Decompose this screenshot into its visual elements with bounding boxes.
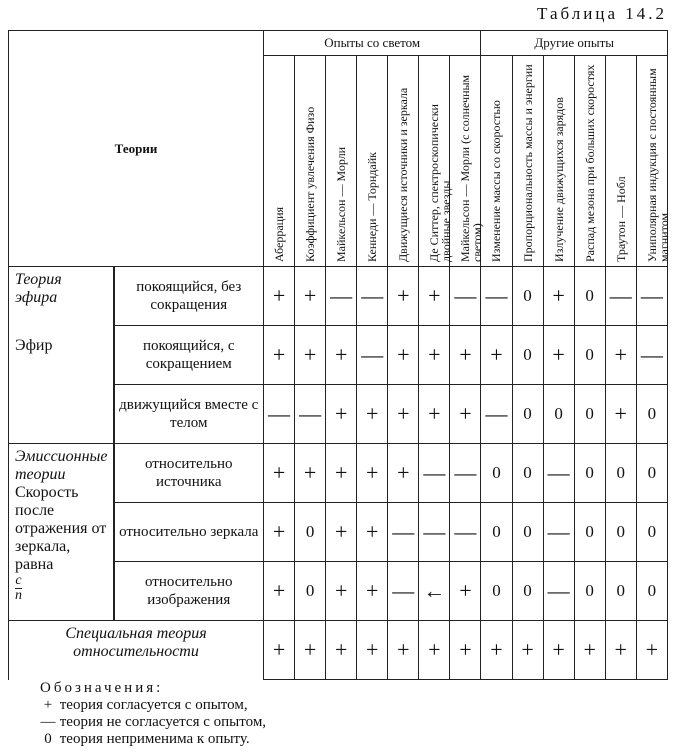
column-header	[388, 56, 419, 267]
subtheory-label: покоящийся, без сокращения	[114, 267, 264, 326]
column-header-label: Униполярная индукция с постоянным магнитом	[644, 68, 671, 262]
result-cell: —	[388, 503, 419, 562]
result-cell: 0	[574, 385, 605, 444]
result-cell: 0	[512, 385, 543, 444]
subtheory-label: относительно источника	[114, 444, 264, 503]
result-cell: +	[264, 326, 295, 385]
result-cell: +	[326, 444, 357, 503]
column-header	[605, 56, 636, 267]
result-cell: 0	[574, 444, 605, 503]
emission-speed-label: Скорость после отражения от зеркала, равна	[15, 484, 107, 573]
emission-theory-title: Эмиссионные теории	[15, 448, 108, 483]
column-header-label: Майкельсон — Морли (с солнечным светом)	[458, 74, 485, 262]
legend-text: теория согласуется с опытом,	[56, 697, 248, 713]
result-cell: +	[450, 621, 481, 680]
result-cell: 0	[574, 562, 605, 621]
result-cell: +	[543, 621, 574, 680]
result-cell: +	[543, 326, 574, 385]
column-header-label: Траутон — Нобл	[613, 176, 628, 262]
column-header-label: Аберрация	[272, 206, 287, 262]
column-header-label: Изменение массы со скоростью	[489, 100, 504, 262]
table-number: Таблица 14.2	[537, 4, 667, 23]
result-cell: 0	[512, 267, 543, 326]
result-cell: +	[605, 385, 636, 444]
result-cell: +	[450, 562, 481, 621]
emission-theory-cell	[9, 444, 114, 621]
legend-heading: Обозначения:	[40, 680, 164, 696]
ether-theory-title: Теория эфира	[15, 271, 62, 306]
result-cell: +	[295, 326, 326, 385]
result-cell: —	[605, 267, 636, 326]
result-cell: —	[450, 444, 481, 503]
result-cell: 0	[605, 444, 636, 503]
result-cell: +	[450, 326, 481, 385]
result-cell: 0	[481, 444, 512, 503]
result-cell: +	[388, 385, 419, 444]
result-cell: +	[326, 562, 357, 621]
result-cell: +	[481, 326, 512, 385]
group-other-header: Другие опыты	[481, 31, 668, 56]
table-row	[9, 444, 668, 503]
result-cell: +	[512, 621, 543, 680]
column-header	[357, 56, 388, 267]
result-cell: 0	[636, 503, 667, 562]
result-cell: 0	[481, 503, 512, 562]
result-cell: —	[419, 444, 450, 503]
result-cell: —	[636, 326, 667, 385]
result-cell: +	[357, 503, 388, 562]
legend-symbol: +	[43, 697, 53, 713]
result-cell: +	[326, 503, 357, 562]
result-cell: +	[264, 621, 295, 680]
fraction-numerator: c	[15, 573, 22, 588]
result-cell: +	[264, 562, 295, 621]
result-cell: —	[419, 503, 450, 562]
result-cell: +	[357, 621, 388, 680]
result-cell: +	[295, 621, 326, 680]
legend-text: теория неприменима к опыту.	[56, 731, 250, 747]
result-cell: 0	[295, 503, 326, 562]
column-header	[481, 56, 512, 267]
group-light-header: Опыты со светом	[264, 31, 481, 56]
legend-symbol: 0	[44, 731, 52, 747]
column-header-label: Кеннеди — Торндайк	[365, 152, 380, 262]
result-cell: —	[357, 267, 388, 326]
result-cell: —	[543, 444, 574, 503]
result-cell: +	[295, 444, 326, 503]
result-cell: 0	[574, 503, 605, 562]
column-header-label: Движущиеся источники и зеркала	[396, 87, 411, 262]
result-cell: +	[636, 621, 667, 680]
legend-text: теория не согласуется с опытом,	[56, 714, 267, 730]
result-cell: +	[357, 444, 388, 503]
result-cell: —	[357, 326, 388, 385]
column-header-label: Пропорциональность массы и энергии	[520, 64, 535, 262]
result-cell: +	[605, 326, 636, 385]
results-table	[8, 30, 671, 680]
table-row	[9, 621, 668, 680]
result-cell: +	[450, 385, 481, 444]
ether-label: Эфир	[15, 337, 53, 354]
result-cell: +	[388, 444, 419, 503]
result-cell: +	[388, 326, 419, 385]
result-cell: 0	[512, 326, 543, 385]
column-header	[264, 56, 295, 267]
result-cell: 0	[543, 385, 574, 444]
legend-symbol: —	[40, 714, 56, 730]
result-cell: +	[543, 267, 574, 326]
result-cell: 0	[636, 385, 667, 444]
column-header	[419, 56, 454, 267]
result-cell: +	[357, 385, 388, 444]
result-cell: —	[450, 503, 481, 562]
result-cell: +	[419, 326, 450, 385]
subtheory-label: относительно зеркала	[114, 503, 264, 562]
legend	[40, 680, 266, 748]
result-cell: 0	[295, 562, 326, 621]
subtheory-label: движущийся вместе с телом	[114, 385, 264, 444]
result-cell: —	[481, 385, 512, 444]
result-cell: 0	[574, 267, 605, 326]
result-cell: —	[636, 267, 667, 326]
column-header-label: Распад мезона при больших скоростях	[582, 64, 597, 262]
result-cell: 0	[636, 444, 667, 503]
result-cell: 0	[605, 562, 636, 621]
result-cell: 0	[512, 444, 543, 503]
column-header	[574, 56, 605, 267]
result-cell: +	[264, 267, 295, 326]
result-cell: —	[450, 267, 481, 326]
result-cell: +	[326, 621, 357, 680]
fraction-denominator: n	[15, 588, 22, 603]
result-cell: +	[295, 267, 326, 326]
subtheory-label: относительно изображения	[114, 562, 264, 621]
column-header-label: Коэффициент увлечения Физо	[303, 106, 318, 262]
special-relativity-label: Специальная теория относительности	[9, 621, 264, 680]
result-cell: +	[357, 562, 388, 621]
result-cell: +	[605, 621, 636, 680]
legend-item	[40, 731, 266, 748]
result-cell: +	[388, 621, 419, 680]
result-cell: —	[326, 267, 357, 326]
result-cell: 0	[636, 562, 667, 621]
column-header-label: Майкельсон — Морли	[334, 146, 349, 262]
result-cell: +	[419, 267, 450, 326]
column-header	[512, 56, 543, 267]
fraction-c-over-n	[15, 574, 22, 603]
result-cell: —	[481, 267, 512, 326]
result-cell: —	[543, 503, 574, 562]
column-header	[636, 56, 671, 267]
ether-theory-cell	[9, 267, 114, 444]
result-cell: —	[295, 385, 326, 444]
column-header-label: Де Ситтер, спектроскопически двойные звезды	[427, 104, 454, 262]
legend-item	[40, 714, 266, 731]
column-header	[543, 56, 574, 267]
column-header-label: Излучение движущихся зарядов	[551, 97, 566, 262]
column-header	[450, 56, 485, 267]
result-cell: ←	[419, 562, 450, 621]
result-cell: 0	[605, 503, 636, 562]
result-cell: +	[326, 385, 357, 444]
result-cell: +	[481, 621, 512, 680]
legend-item	[40, 697, 266, 714]
result-cell: —	[264, 385, 295, 444]
result-cell: +	[264, 503, 295, 562]
column-header	[326, 56, 357, 267]
subtheory-label: покоящийся, с сокращением	[114, 326, 264, 385]
result-cell: —	[543, 562, 574, 621]
result-cell: 0	[512, 503, 543, 562]
result-cell: +	[419, 385, 450, 444]
theories-header: Теории	[9, 31, 264, 267]
result-cell: +	[326, 326, 357, 385]
result-cell: 0	[512, 562, 543, 621]
result-cell: —	[388, 562, 419, 621]
result-cell: 0	[574, 326, 605, 385]
result-cell: +	[264, 444, 295, 503]
result-cell: +	[419, 621, 450, 680]
table-row	[9, 267, 668, 326]
result-cell: +	[574, 621, 605, 680]
column-header	[295, 56, 326, 267]
result-cell: 0	[481, 562, 512, 621]
result-cell: +	[388, 267, 419, 326]
